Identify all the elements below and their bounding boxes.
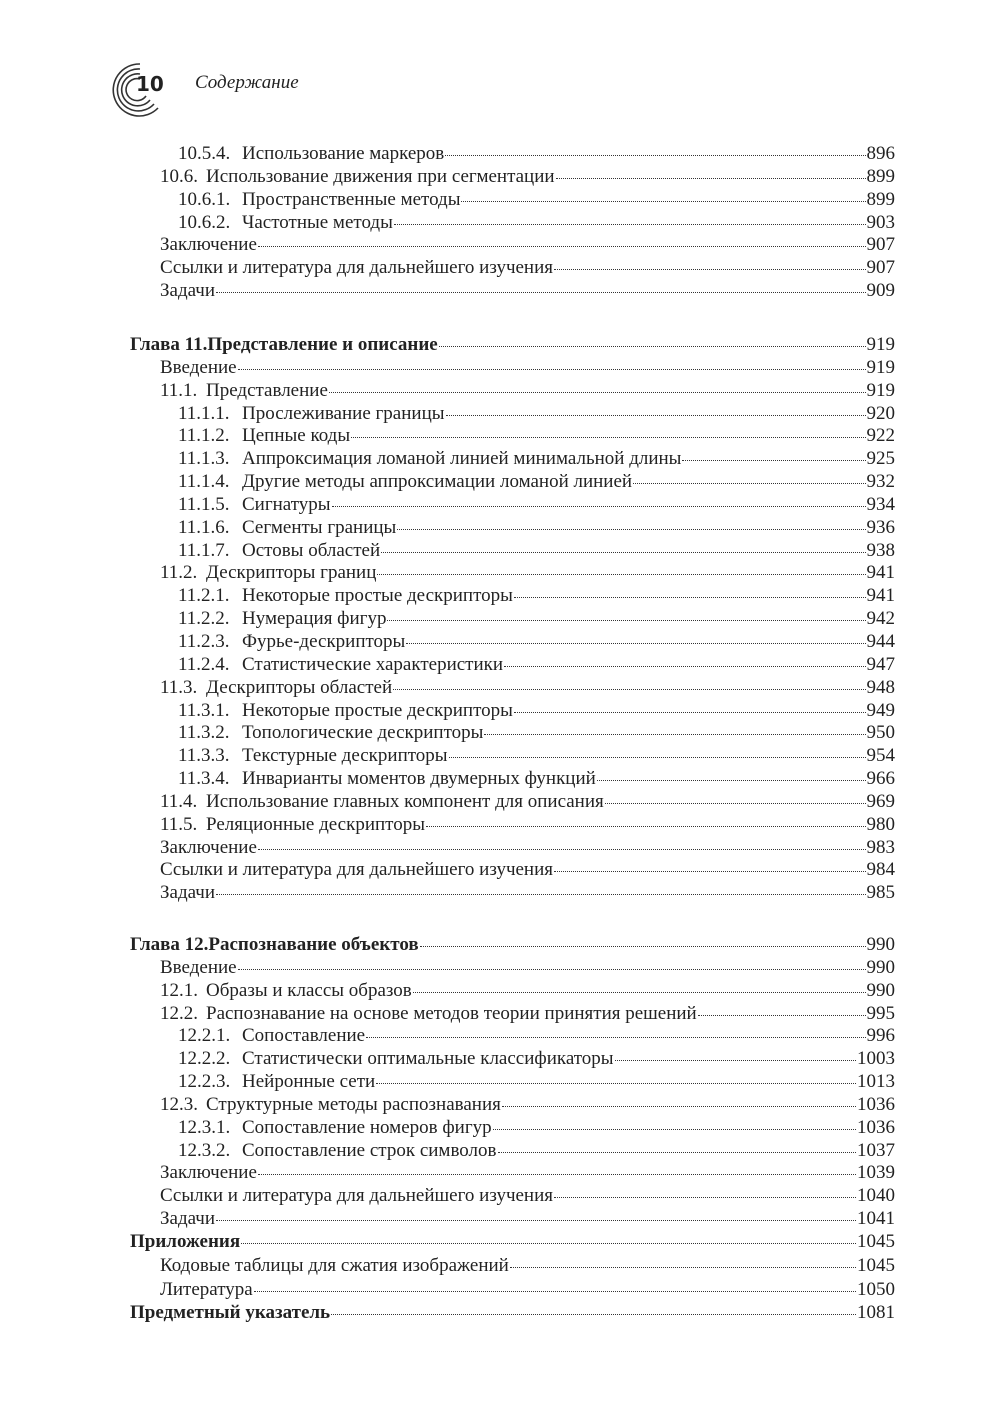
dot-leader (377, 574, 865, 575)
toc-entry[interactable] (130, 1140, 895, 1163)
dot-leader (633, 483, 865, 484)
toc-entry-page: 938 (866, 539, 895, 561)
dot-leader (554, 871, 865, 872)
toc-entry-title: Задачи (160, 280, 216, 302)
toc-entry-number: 11.1.2. (178, 425, 230, 447)
toc-entry[interactable] (130, 1208, 895, 1231)
toc-entry-page: 1013 (857, 1071, 895, 1093)
toc-entry-number: 11.1. (160, 379, 198, 401)
toc-entry[interactable] (130, 814, 895, 837)
toc-entry-title: Сопоставление (242, 1025, 366, 1047)
toc-entry-title: Использование маркеров (242, 143, 445, 164)
toc-entry-title: Инварианты моментов двумерных функций (242, 768, 596, 790)
toc-entry-page: 980 (866, 813, 895, 835)
toc-entry-number: 12.1. (160, 979, 198, 1001)
toc-entry-title: Пространственные методы (242, 188, 461, 210)
toc-entry-title: Заключение (160, 1162, 257, 1184)
toc-entry[interactable] (130, 1162, 895, 1185)
toc-entry-page: 942 (866, 608, 895, 630)
toc-entry-page: 1081 (857, 1302, 895, 1324)
dot-leader (682, 460, 865, 461)
dot-leader (258, 849, 866, 850)
toc-entry-title: Остовы областей (242, 539, 381, 561)
dot-leader (351, 437, 865, 438)
toc-entry-number: 11.4. (160, 790, 198, 812)
dot-leader (514, 597, 866, 598)
toc-entry[interactable] (130, 540, 895, 563)
toc-entry-title: Частотные методы (242, 211, 393, 233)
dot-leader (420, 946, 866, 947)
dot-leader (484, 734, 865, 735)
toc-entry-number: 12.2.1. (178, 1025, 231, 1047)
dot-leader (397, 529, 865, 530)
dot-leader (331, 1314, 856, 1315)
toc-entry-page: 896 (866, 143, 895, 164)
dot-leader (241, 1243, 856, 1244)
toc-entry-title: Приложения (130, 1230, 241, 1252)
toc-entry[interactable] (130, 257, 895, 280)
dot-leader (381, 552, 865, 553)
dot-leader (449, 757, 866, 758)
toc-block-chapter-12 (130, 934, 895, 1326)
dot-leader (406, 643, 865, 644)
toc-entry-title: Введение (160, 356, 237, 378)
toc-entry-number: 11.2.4. (178, 653, 230, 675)
toc-entry[interactable] (130, 166, 895, 189)
toc-entry[interactable] (130, 1003, 895, 1026)
toc-entry-page: 920 (866, 402, 895, 424)
toc-entry[interactable] (130, 745, 895, 768)
toc-entry-page: 919 (866, 356, 895, 378)
toc-entry-title: Прослеживание границы (242, 402, 445, 424)
toc-entry-number: 10.6.1. (178, 188, 231, 210)
toc-entry-title: Представление и описание (207, 334, 438, 355)
dot-leader (413, 992, 866, 993)
dot-leader (238, 969, 866, 970)
toc-entry-title: Нейронные сети (242, 1071, 376, 1093)
toc-entry[interactable] (130, 859, 895, 882)
toc-entry-title: Фурье-дескрипторы (242, 630, 406, 652)
toc-entry-page: 909 (866, 280, 895, 302)
toc-entry-page: 985 (866, 882, 895, 904)
toc-entry-number: 10.5.4. (178, 143, 231, 164)
toc-entry-page: 1037 (857, 1139, 895, 1161)
toc-entry-title: Сопоставление номеров фигур (242, 1116, 492, 1138)
toc-entry[interactable] (130, 448, 895, 471)
toc-entry[interactable] (130, 957, 895, 980)
toc-entry-number: 10.6. (160, 165, 198, 187)
toc-entry-title: Структурные методы распознавания (206, 1093, 501, 1115)
dot-leader (502, 1106, 856, 1107)
toc-entry[interactable] (130, 494, 895, 517)
dot-leader (426, 826, 866, 827)
dot-leader (216, 1220, 856, 1221)
dot-leader (439, 346, 866, 347)
toc-entry-page: 949 (866, 699, 895, 721)
toc-entry-number: 11.1.4. (178, 471, 230, 493)
toc-entry-page: 984 (866, 859, 895, 881)
toc-entry-number: 11.1.5. (178, 493, 230, 515)
toc-entry[interactable] (130, 768, 895, 791)
toc-entry-page: 990 (866, 956, 895, 978)
toc-entry-page: 990 (866, 979, 895, 1001)
dot-leader (238, 369, 866, 370)
toc-entry-number: 12.2.2. (178, 1048, 231, 1070)
toc-entry-number: 11.3.1. (178, 699, 230, 721)
toc-entry-number: 11.1.6. (178, 516, 230, 538)
dot-leader (216, 292, 865, 293)
toc-entry-title: Ссылки и литература для дальнейшего изучения (160, 859, 554, 881)
toc-entry-title: Сигнатуры (242, 493, 331, 515)
toc-entry-page: 1036 (857, 1116, 895, 1138)
toc-entry-title: Образы и классы образов (206, 979, 412, 1001)
dot-leader (493, 1129, 856, 1130)
toc-entry-title: Представление (206, 379, 328, 401)
toc-entry-number: 11.5. (160, 813, 198, 835)
toc-entry-title: Текстурные дескрипторы (242, 745, 448, 767)
toc-entry[interactable] (130, 471, 895, 494)
toc-entry-page: 903 (866, 211, 895, 233)
toc-entry-page: 966 (866, 768, 895, 790)
toc-entry[interactable] (130, 189, 895, 212)
toc-entry-title: Введение (160, 956, 237, 978)
dot-leader (216, 894, 865, 895)
dot-leader (387, 620, 865, 621)
toc-entry-title: Предметный указатель (130, 1302, 331, 1324)
toc-entry-title: Аппроксимация ломаной линией минимальной длины (242, 448, 682, 470)
dot-leader (554, 1197, 856, 1198)
toc-entry-title: Статистические характеристики (242, 653, 504, 675)
toc-entry-page: 995 (866, 1002, 895, 1024)
toc-entry[interactable] (130, 380, 895, 403)
toc-entry-number: Глава 12. (130, 934, 209, 955)
dot-leader (597, 780, 866, 781)
toc-entry[interactable] (130, 700, 895, 723)
toc-entry-number: 11.2. (160, 562, 198, 584)
toc-entry-page: 922 (866, 425, 895, 447)
dot-leader (698, 1015, 866, 1016)
dot-leader (393, 689, 865, 690)
dot-leader (461, 201, 865, 202)
toc-entry[interactable] (130, 608, 895, 631)
toc-entry[interactable] (130, 980, 895, 1003)
dot-leader (556, 178, 866, 179)
toc-entry-number: 11.3.4. (178, 768, 230, 790)
toc-entry-number: 10.6.2. (178, 211, 231, 233)
toc-entry-title: Задачи (160, 1208, 216, 1230)
toc-entry-page: 944 (866, 630, 895, 652)
toc-entry-title: Нумерация фигур (242, 608, 387, 630)
toc-entry-number: 11.2.2. (178, 608, 230, 630)
dot-leader (332, 506, 866, 507)
toc-entry-title: Задачи (160, 882, 216, 904)
toc-entry-number: 11.2.1. (178, 585, 230, 607)
toc-entry-number: 11.1.3. (178, 448, 230, 470)
toc-entry-title: Заключение (160, 234, 257, 256)
toc-entry-title: Ссылки и литература для дальнейшего изучения (160, 257, 554, 279)
toc-entry-title: Использование движения при сегментации (206, 165, 555, 187)
dot-leader (445, 155, 865, 156)
toc-entry-page: 907 (866, 234, 895, 256)
running-header-title: Содержание (195, 72, 299, 93)
toc-entry-title: Распознавание объектов (208, 934, 419, 955)
dot-leader (394, 224, 866, 225)
toc-entry-page: 941 (866, 585, 895, 607)
toc-entry-page: 925 (866, 448, 895, 470)
toc-entry-page: 934 (866, 493, 895, 515)
toc-entry-page: 1003 (857, 1048, 895, 1070)
toc-entry-number: 12.2.3. (178, 1071, 231, 1093)
toc-entry-page: 1041 (857, 1208, 895, 1230)
toc-entry[interactable] (130, 143, 895, 166)
toc-entry-page: 1039 (857, 1162, 895, 1184)
toc-entry[interactable] (130, 1185, 895, 1208)
dot-leader (554, 269, 865, 270)
toc-entry-page: 969 (866, 790, 895, 812)
dot-leader (504, 666, 865, 667)
toc-entry-title: Кодовые таблицы для сжатия изображений (160, 1254, 509, 1276)
toc-entry-title: Распознавание на основе методов теории принятия решений (206, 1002, 697, 1024)
toc-entry-number: 11.1.7. (178, 539, 230, 561)
toc-entry[interactable] (130, 357, 895, 380)
dot-leader (366, 1037, 865, 1038)
toc-entry-page: 899 (866, 188, 895, 210)
toc-entry-page: 899 (866, 165, 895, 187)
toc-entry[interactable] (130, 212, 895, 235)
dot-leader (605, 803, 866, 804)
toc-entry-page: 1040 (857, 1185, 895, 1207)
dot-leader (514, 712, 866, 713)
toc-entry[interactable] (130, 334, 895, 357)
toc-entry-page: 947 (866, 653, 895, 675)
toc-entry-number: Глава 11. (130, 334, 208, 355)
dot-leader (258, 1174, 856, 1175)
toc-entry-number: 11.2.3. (178, 630, 230, 652)
dot-leader (498, 1152, 857, 1153)
toc-entry-title: Топологические дескрипторы (242, 722, 484, 744)
toc-entry-page: 1050 (857, 1278, 895, 1300)
toc-entry-page: 919 (866, 334, 895, 355)
toc-entry-page: 919 (866, 379, 895, 401)
toc-entry-page: 983 (866, 836, 895, 858)
toc-entry[interactable] (130, 280, 895, 303)
toc-entry[interactable] (130, 1048, 895, 1071)
toc-entry[interactable] (130, 1094, 895, 1117)
toc-entry[interactable] (130, 1071, 895, 1094)
toc-entry[interactable] (130, 1302, 895, 1326)
toc-entry[interactable] (130, 517, 895, 540)
toc-entry[interactable] (130, 882, 895, 905)
dot-leader (446, 415, 866, 416)
toc-entry-page: 1045 (857, 1254, 895, 1276)
toc-entry-number: 12.2. (160, 1002, 198, 1024)
toc-entry-page: 907 (866, 257, 895, 279)
toc-entry[interactable] (130, 677, 895, 700)
toc-entry-number: 12.3.1. (178, 1116, 231, 1138)
toc-block-chapter-11 (130, 334, 895, 905)
toc-entry[interactable] (130, 654, 895, 677)
dot-leader (258, 246, 866, 247)
toc-entry[interactable] (130, 585, 895, 608)
dot-leader (254, 1291, 856, 1292)
toc-entry-page: 1045 (857, 1230, 895, 1252)
toc-entry-title: Статистически оптимальные классификаторы (242, 1048, 614, 1070)
toc-entry-title: Другие методы аппроксимации ломаной линией (242, 471, 633, 493)
toc-entry-title: Цепные коды (242, 425, 351, 447)
toc-entry-title: Некоторые простые дескрипторы (242, 585, 513, 607)
toc-entry[interactable] (130, 791, 895, 814)
dot-leader (615, 1060, 856, 1061)
toc-entry[interactable] (130, 631, 895, 654)
dot-leader (376, 1083, 856, 1084)
toc-entry-title: Дескрипторы границ (206, 562, 377, 584)
toc-entry-page: 941 (866, 562, 895, 584)
toc-entry-title: Сопоставление строк символов (242, 1139, 497, 1161)
toc-entry-page: 936 (866, 516, 895, 538)
toc-entry-number: 12.3.2. (178, 1139, 231, 1161)
toc-entry[interactable] (130, 234, 895, 257)
toc-entry[interactable] (130, 1117, 895, 1140)
toc-entry[interactable] (130, 934, 895, 957)
toc-entry-page: 1036 (857, 1093, 895, 1115)
toc-entry-title: Дескрипторы областей (206, 676, 393, 698)
toc-entry-page: 950 (866, 722, 895, 744)
toc-entry-page: 932 (866, 471, 895, 493)
page-number: 10 (136, 72, 164, 96)
toc-entry-page: 954 (866, 745, 895, 767)
toc-entry[interactable] (130, 1025, 895, 1048)
toc-block-chapter-10-tail (130, 143, 895, 303)
toc-entry[interactable] (130, 1231, 895, 1255)
toc-entry[interactable] (130, 1255, 895, 1279)
toc-entry-number: 11.3.2. (178, 722, 230, 744)
toc-entry-number: 11.3. (160, 676, 198, 698)
toc-entry-number: 11.3.3. (178, 745, 230, 767)
toc-entry[interactable] (130, 837, 895, 860)
toc-entry[interactable] (130, 562, 895, 585)
toc-entry-page: 948 (866, 676, 895, 698)
toc-entry[interactable] (130, 1279, 895, 1303)
dot-leader (329, 392, 866, 393)
toc-entry-number: 12.3. (160, 1093, 198, 1115)
toc-entry-title: Ссылки и литература для дальнейшего изучения (160, 1185, 554, 1207)
toc-entry-number: 11.1.1. (178, 402, 230, 424)
toc-entry-title: Некоторые простые дескрипторы (242, 699, 513, 721)
toc-entry-page: 996 (866, 1025, 895, 1047)
toc-entry-title: Использование главных компонент для описания (206, 790, 604, 812)
dot-leader (510, 1267, 856, 1268)
toc-entry[interactable] (130, 722, 895, 745)
toc-entry[interactable] (130, 425, 895, 448)
toc-entry-title: Сегменты границы (242, 516, 397, 538)
toc-entry-title: Реляционные дескрипторы (206, 813, 425, 835)
toc-entry-title: Литература (160, 1278, 253, 1300)
toc-entry[interactable] (130, 403, 895, 426)
toc-entry-title: Заключение (160, 836, 257, 858)
toc-entry-page: 990 (866, 934, 895, 955)
